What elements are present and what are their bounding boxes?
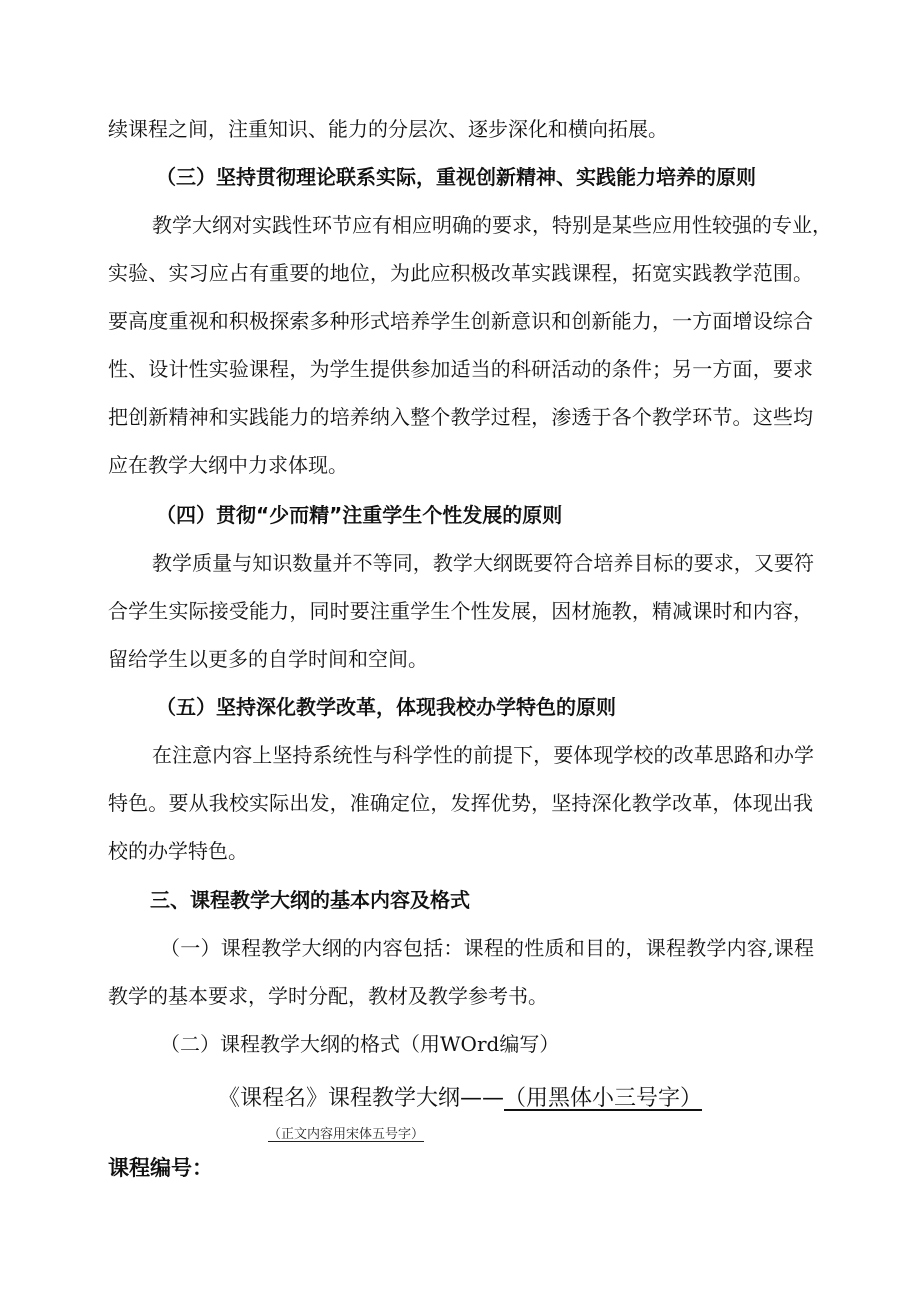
template-title-font-note: （用黑体小三号字）	[504, 1086, 703, 1111]
paragraph-line: 实验、实习应占有重要的地位，为此应积极改革实践课程，拓宽实践教学范围。	[108, 261, 813, 285]
chapter-heading-3: 三、课程教学大纲的基本内容及格式	[150, 888, 470, 912]
template-title	[0, 1082, 920, 1116]
paragraph-line: 教学大纲对实践性环节应有相应明确的要求，特别是某些应用性较强的专业，	[152, 213, 832, 237]
section-heading-5: （五）坚持深化教学改革，体现我校办学特色的原则	[156, 695, 616, 719]
paragraph-line: 续课程之间，注重知识、能力的分层次、逐步深化和横向拓展。	[108, 117, 668, 141]
course-number-label: 课程编号：	[108, 1156, 213, 1180]
template-title-main: 《课程名》课程教学大纲——	[217, 1086, 504, 1111]
section-heading-4: （四）贯彻“少而精”注重学生个性发展的原则	[156, 503, 563, 527]
paragraph-line: （一）课程教学大纲的内容包括：课程的性质和目的，课程教学内容,课程	[160, 936, 814, 960]
paragraph-line: 在注意内容上坚持系统性与科学性的前提下，要体现学校的改革思路和办学	[152, 743, 814, 767]
paragraph-line: 教学质量与知识数量并不等同，教学大纲既要符合培养目标的要求，又要符	[152, 551, 814, 575]
paragraph-line: 把创新精神和实践能力的培养纳入整个教学过程，渗透于各个教学环节。这些均	[108, 405, 813, 429]
template-body-font-note: （正文内容用宋体五号字）	[268, 1127, 425, 1142]
paragraph-line: 应在教学大纲中力求体现。	[108, 453, 348, 477]
paragraph-line: （二）课程教学大纲的格式（用WOrd编写）	[160, 1032, 560, 1056]
paragraph-line: 留给学生以更多的自学时间和空间。	[108, 647, 428, 671]
paragraph-line: 教学的基本要求，学时分配，教材及教学参考书。	[108, 984, 548, 1008]
section-heading-3: （三）坚持贯彻理论联系实际，重视创新精神、实践能力培养的原则	[156, 165, 756, 189]
paragraph-line: 合学生实际接受能力，同时要注重学生个性发展，因材施教，精减课时和内容，	[108, 599, 813, 623]
paragraph-line: 要高度重视和积极探索多种形式培养学生创新意识和创新能力，一方面增设综合	[108, 309, 813, 333]
paragraph-line: 特色。要从我校实际出发，准确定位，发挥优势，坚持深化教学改革，体现出我	[108, 791, 813, 815]
paragraph-line: 校的办学特色。	[108, 839, 248, 863]
paragraph-line: 性、设计性实验课程，为学生提供参加适当的科研活动的条件；另一方面，要求	[108, 357, 813, 381]
